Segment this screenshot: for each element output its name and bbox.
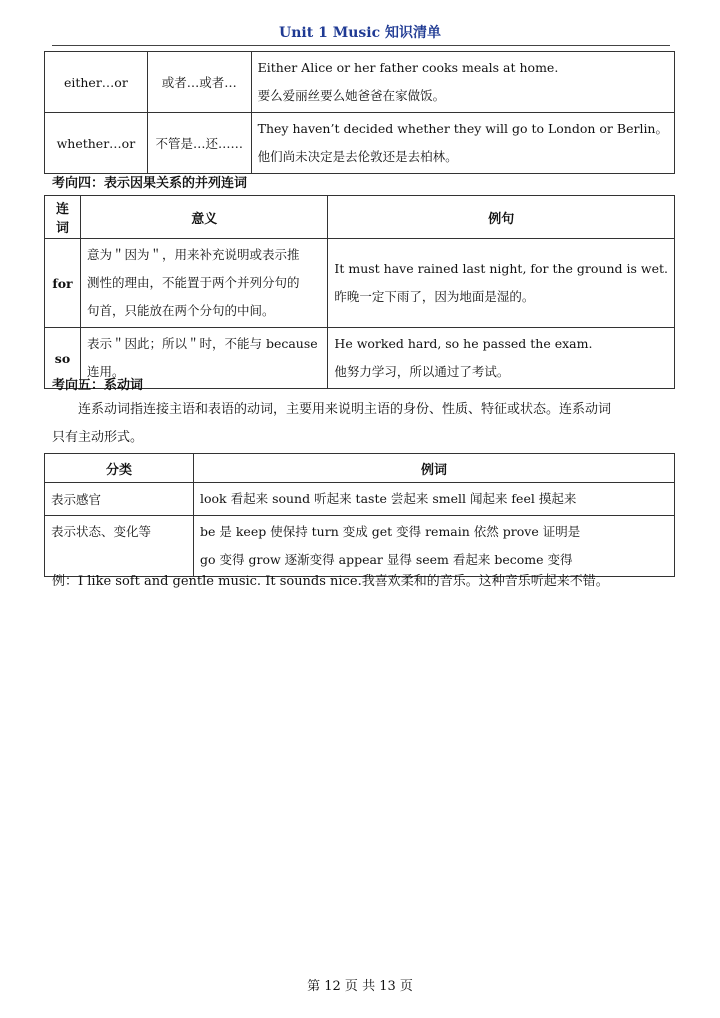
table-header-row bbox=[45, 454, 675, 483]
meaning-cell: 或者…或者… bbox=[147, 52, 251, 113]
table-header-row bbox=[45, 196, 675, 239]
para-line: 连系动词指连接主语和表语的动词，主要用来说明主语的身份、性质、特征或状态。连系动词 bbox=[78, 402, 612, 417]
conj-cell: for bbox=[45, 239, 81, 328]
page-header-title: Unit 1 Music 知识清单 bbox=[279, 25, 441, 41]
section-5-title: 考向五：系动词 bbox=[52, 378, 144, 393]
conj-cell: either…or bbox=[45, 52, 148, 113]
header-rule bbox=[52, 45, 670, 46]
example-cn: 昨晚一定下雨了，因为地面是湿的。 bbox=[334, 289, 535, 304]
table-row bbox=[45, 239, 675, 328]
examples-line: go 变得 grow 逐渐变得 appear 显得 seem 看起来 become 变得 bbox=[200, 552, 573, 567]
example-cn: 他努力学习，所以通过了考试。 bbox=[334, 364, 510, 379]
table-row bbox=[45, 516, 675, 577]
header-conj: 连词 bbox=[45, 196, 81, 239]
conj-cell: so bbox=[45, 328, 81, 389]
example-en: Either Alice or her father cooks meals at home. bbox=[257, 60, 559, 75]
meaning-line: 句首，只能放在两个分句的中间。 bbox=[86, 303, 275, 318]
table-row bbox=[45, 483, 675, 516]
para-line: 只有主动形式。 bbox=[52, 430, 144, 445]
example-cell bbox=[251, 52, 674, 113]
category-cell: 表示感官 bbox=[45, 483, 194, 516]
examples-line: look 看起来 sound 听起来 taste 尝起来 smell 闻起来 feel 摸起来 bbox=[200, 491, 577, 506]
meaning-line: 表示＂因此；所以＂时，不能与 because bbox=[86, 336, 318, 351]
example-cn: 要么爱丽丝要么她爸爸在家做饭。 bbox=[257, 88, 446, 103]
example-cell bbox=[328, 239, 675, 328]
page-footer: 第 12 页 共 13 页 bbox=[307, 979, 413, 994]
header-meaning: 意义 bbox=[80, 196, 327, 239]
header-examples: 例词 bbox=[194, 454, 675, 483]
example-cell bbox=[251, 113, 674, 174]
conj-cell: whether…or bbox=[45, 113, 148, 174]
section-4-title: 考向四：表示因果关系的并列连词 bbox=[52, 176, 248, 191]
examples-cell bbox=[194, 516, 675, 577]
examples-cell bbox=[194, 483, 675, 516]
example-sentence: 例：I like soft and gentle music. It sounds nice.我喜欢柔和的音乐。这种音乐听起来不错。 bbox=[52, 574, 609, 589]
linking-verb-table bbox=[44, 453, 675, 577]
examples-line: be 是 keep 使保持 turn 变成 get 变得 remain 依然 prove 证明是 bbox=[200, 524, 581, 539]
meaning-line: 连用。 bbox=[86, 364, 125, 379]
header-category: 分类 bbox=[45, 454, 194, 483]
table-row bbox=[45, 113, 675, 174]
example-en: He worked hard, so he passed the exam. bbox=[334, 336, 593, 351]
table-row bbox=[45, 52, 675, 113]
meaning-cell: 不管是…还…… bbox=[147, 113, 251, 174]
conjunction-table-1 bbox=[44, 51, 675, 174]
example-en: It must have rained last night, for the ground is wet. bbox=[334, 261, 668, 276]
header-example: 例句 bbox=[328, 196, 675, 239]
meaning-line: 测性的理由，不能置于两个并列分句的 bbox=[86, 275, 300, 290]
conjunction-table-2 bbox=[44, 195, 675, 389]
section-5-paragraph bbox=[52, 396, 670, 452]
example-cn: 他们尚未决定是去伦敦还是去柏林。 bbox=[257, 149, 458, 164]
meaning-cell bbox=[80, 239, 327, 328]
meaning-line: 意为＂因为＂，用来补充说明或表示推 bbox=[86, 247, 300, 262]
category-cell: 表示状态、变化等 bbox=[45, 516, 194, 577]
example-en: They haven’t decided whether they will go to London or Berlin。 bbox=[257, 121, 668, 136]
example-cell bbox=[328, 328, 675, 389]
